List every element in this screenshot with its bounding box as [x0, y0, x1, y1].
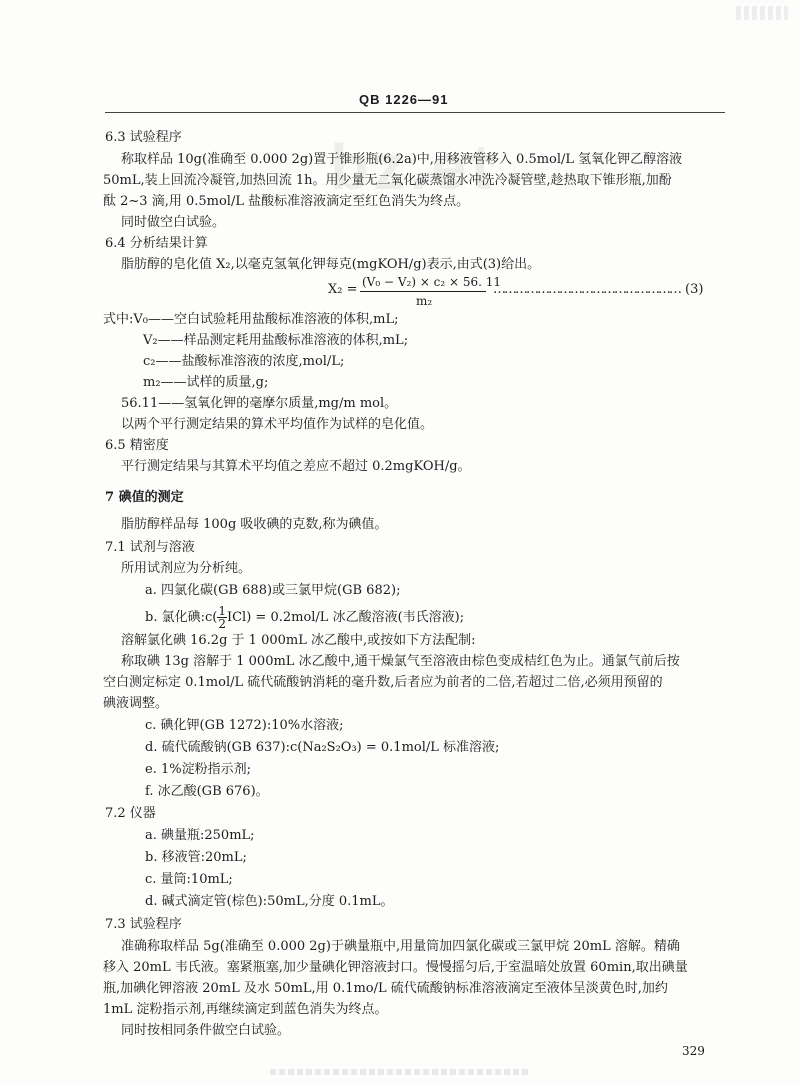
list-item: a. 碘量瓶:250mL; — [145, 828, 255, 843]
list-item-text: ICl) = 0.2mol/L 冰乙酸溶液(韦氏溶液); — [226, 610, 465, 625]
scan-footer-artifact — [270, 1069, 530, 1075]
paragraph: 1mL 淀粉指示剂,再继续滴定到蓝色消失为终点。 — [103, 1002, 388, 1017]
variable-definition: 56.11——氢氧化钾的毫摩尔质量,mg/m mol。 — [121, 396, 398, 411]
paragraph: 碘液调整。 — [103, 696, 169, 711]
paragraph: 50mL,装上回流冷凝管,加热回流 1h。用少量无二氧化碳蒸馏水冲洗冷凝管壁,趁热取下锥形瓶,加酚 — [103, 173, 672, 188]
paragraph: 称取碘 13g 溶解于 1 000mL 冰乙酸中,通干燥氯气至溶液由棕色变成桔红色为止。通氯气前后按 — [121, 654, 680, 669]
section-6-5-heading: 6.5 精密度 — [105, 438, 169, 453]
fraction-numerator: 1 — [218, 604, 226, 618]
list-item: f. 冰乙酸(GB 676)。 — [145, 784, 269, 799]
list-item: a. 四氯化碳(GB 688)或三氯甲烷(GB 682); — [145, 583, 401, 598]
paragraph: 脂肪醇的皂化值 X₂,以毫克氢氧化钾每克(mgKOH/g)表示,由式(3)给出。 — [121, 257, 541, 272]
watermark: bz.et — [330, 131, 496, 203]
paragraph: 瓶,加碘化钾溶液 20mL 及水 50mL,用 0.1mo/L 硫代硫酸钠标准溶液滴定至液体呈淡黄色时,加约 — [103, 981, 668, 996]
formula-lhs: X₂ = — [328, 282, 358, 297]
section-7-heading: 7 碘值的测定 — [105, 490, 184, 505]
list-item: c. 碘化钾(GB 1272):10%水溶液; — [145, 718, 344, 733]
page-number: 329 — [682, 1044, 705, 1058]
section-7-2-heading: 7.2 仪器 — [105, 806, 156, 821]
formula-denominator: m₂ — [416, 294, 433, 308]
paragraph: 同时按相同条件做空白试验。 — [121, 1023, 291, 1038]
paragraph: 准确称取样品 5g(准确至 0.000 2g)于碘量瓶中,用量筒加四氯化碳或三氯甲烷 20mL 溶解。精确 — [121, 939, 680, 954]
scan-artifact — [736, 6, 788, 20]
paragraph: 所用试剂应为分析纯。 — [121, 561, 252, 576]
fraction — [217, 605, 227, 630]
paragraph: 称取样品 10g(准确至 0.000 2g)置于锥形瓶(6.2a)中,用移液管移入 0.5mol/L 氢氧化钾乙醇溶液 — [121, 152, 683, 167]
paragraph: 平行测定结果与其算术平均值之差应不超过 0.2mgKOH/g。 — [121, 459, 471, 474]
variable-definition: m₂——试样的质量,g; — [143, 375, 269, 390]
list-item: c. 量筒:10mL; — [145, 872, 233, 887]
variable-definition: c₂——盐酸标准溶液的浓度,mol/L; — [143, 354, 345, 369]
list-item — [145, 605, 464, 630]
variable-definition: V₂——样品测定耗用盐酸标准溶液的体积,mL; — [143, 333, 409, 348]
list-item: e. 1%淀粉指示剂; — [145, 762, 251, 777]
list-item-text: b. 氯化碘:c( — [145, 610, 218, 625]
list-item: d. 碱式滴定管(棕色):50mL,分度 0.1mL。 — [145, 894, 394, 909]
paragraph: 同时做空白试验。 — [121, 215, 226, 230]
formula-dot-leader: …………………………………………… — [493, 282, 680, 297]
section-6-3-heading: 6.3 试验程序 — [105, 130, 182, 145]
list-item: d. 硫代硫酸钠(GB 637):c(Na₂S₂O₃) = 0.1mol/L 标准溶液; — [145, 740, 500, 755]
fraction-denominator: 2 — [218, 617, 226, 631]
paragraph: 溶解氯化碘 16.2g 于 1 000mL 冰乙酸中,或按如下方法配制: — [121, 633, 476, 648]
paragraph: 移入 20mL 韦氏液。塞紧瓶塞,加少量碘化钾溶液封口。慢慢摇匀后,于室温暗处放置 60min,取出碘量 — [103, 960, 688, 975]
formula-number: (3) — [685, 282, 704, 297]
section-7-1-heading: 7.1 试剂与溶液 — [105, 540, 195, 555]
page-header: QB 1226—91 — [359, 92, 449, 107]
formula-numerator: (V₀ − V₂) × c₂ × 56. 11 — [362, 275, 502, 289]
section-7-3-heading: 7.3 试验程序 — [105, 917, 182, 932]
paragraph: 酞 2~3 滴,用 0.5mol/L 盐酸标准溶液滴定至红色消失为终点。 — [103, 194, 470, 209]
paragraph: 以两个平行测定结果的算术平均值作为试样的皂化值。 — [121, 417, 434, 432]
formula-fraction-bar — [360, 291, 486, 292]
list-item: b. 移液管:20mL; — [145, 850, 247, 865]
variable-definition: 式中:V₀——空白试验耗用盐酸标准溶液的体积,mL; — [103, 312, 399, 327]
section-6-4-heading: 6.4 分析结果计算 — [105, 236, 208, 251]
paragraph: 空白测定标定 0.1mol/L 硫代硫酸钠消耗的毫升数,后者应为前者的二倍,若超过二倍,必须用预留的 — [103, 675, 663, 690]
paragraph: 脂肪醇样品每 100g 吸收碘的克数,称为碘值。 — [121, 517, 388, 532]
header-rule — [105, 112, 725, 113]
